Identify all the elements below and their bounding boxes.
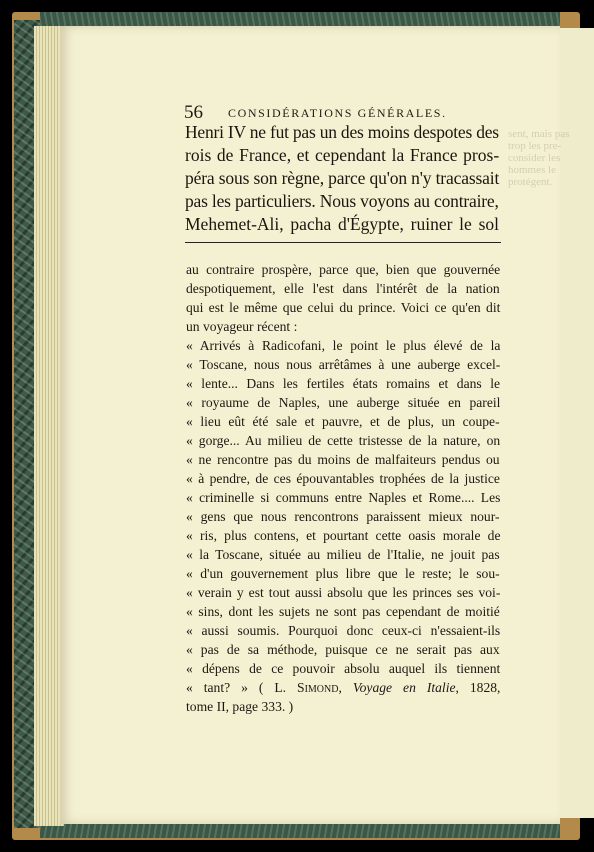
quote-line: « ris, plus contens, et pourtant cette oasis morale de <box>186 528 501 543</box>
text-line: un voyageur récent : <box>186 319 298 334</box>
text-line: tome II, page 333. ) <box>186 699 294 714</box>
citation-title: Voyage en Italie <box>352 680 456 695</box>
marbled-edge-top <box>40 12 560 26</box>
text-line: Mehemet-Ali, pacha d'Égypte, ruiner le sol <box>185 214 500 234</box>
citation-sep: , <box>338 680 353 695</box>
text-line: au contraire prospère, parce que, bien que gouvernée <box>186 262 501 277</box>
quote-line: « Arrivés à Radicofani, le point le plus élevé de la <box>186 338 501 353</box>
running-head: CONSIDÉRATIONS GÉNÉRALES. <box>228 106 447 120</box>
quote-line: « à pendre, de ces épouvantables trophées de la justice <box>186 471 500 486</box>
text-line: qui est le même que celui du prince. Voici ce qu'en dit <box>186 300 501 315</box>
text-line: rois de France, et cependant la France pros- <box>185 145 500 165</box>
quote-line: « royaume de Naples, une auberge située en pareil <box>186 395 501 410</box>
quote-line: « sins, dont les sujets ne sont pas cependant de moitié <box>186 604 500 619</box>
quote-line: « dépens de ce pouvoir absolu auquel ils tiennent <box>186 661 501 676</box>
bleed-through-text: sent, mais pas trop les pre- consider les hommes le protégent. <box>508 128 570 188</box>
citation-text: « tant? » ( L. <box>186 680 298 695</box>
citation-line <box>186 678 502 697</box>
quote-line: « lente... Dans les fertiles états romains et dans le <box>186 376 501 391</box>
quote-line: « la Toscane, située au milieu de l'Italie, ne jouit pas <box>186 547 500 562</box>
quote-line: « pas de sa méthode, puisque ce ne serait pas aux <box>186 642 500 657</box>
top-paragraph <box>185 121 501 236</box>
citation-author: Simond <box>297 680 339 695</box>
citation-year: , 1828, <box>455 680 501 695</box>
quote-line: « criminelle si communs entre Naples et Rome.... Les <box>186 490 501 505</box>
quote-line: « gens que nous rencontrons paraissent mieux nour- <box>186 509 500 524</box>
quote-line: « verain y est tout aussi absolu que les princes ses voi- <box>186 585 501 600</box>
quote-line: « Toscane, nous nous arrêtâmes à une auberge excel- <box>186 357 501 372</box>
text-line: despotiquement, elle l'est dans l'intérêt de la nation <box>186 281 500 296</box>
quote-line: « ne rencontre pas du moins de malfaiteurs pendus ou <box>186 452 500 467</box>
quote-line: « aussi soumis. Pourquoi donc ceux-ci n'essaient-ils <box>186 623 501 638</box>
quote-line: « lieu eût été sale et pauvre, et de plus, un coupe- <box>186 414 500 429</box>
quote-line: « gorge... Au milieu de cette tristesse de la nature, on <box>186 433 501 448</box>
main-text <box>186 260 502 716</box>
text-line: péra sous son règne, parce qu'on n'y tracassait <box>185 168 500 188</box>
marbled-edge-bottom <box>40 822 560 838</box>
page-fold-line <box>185 242 501 243</box>
text-line: pas les particuliers. Nous voyons au contraire, <box>185 191 499 211</box>
page-header <box>184 102 446 122</box>
text-line: Henri IV ne fut pas un des moins despotes des <box>185 122 499 142</box>
quote-line: « d'un gouvernement plus libre que le reste; le sou- <box>186 566 500 581</box>
page-number: 56 <box>184 102 203 123</box>
